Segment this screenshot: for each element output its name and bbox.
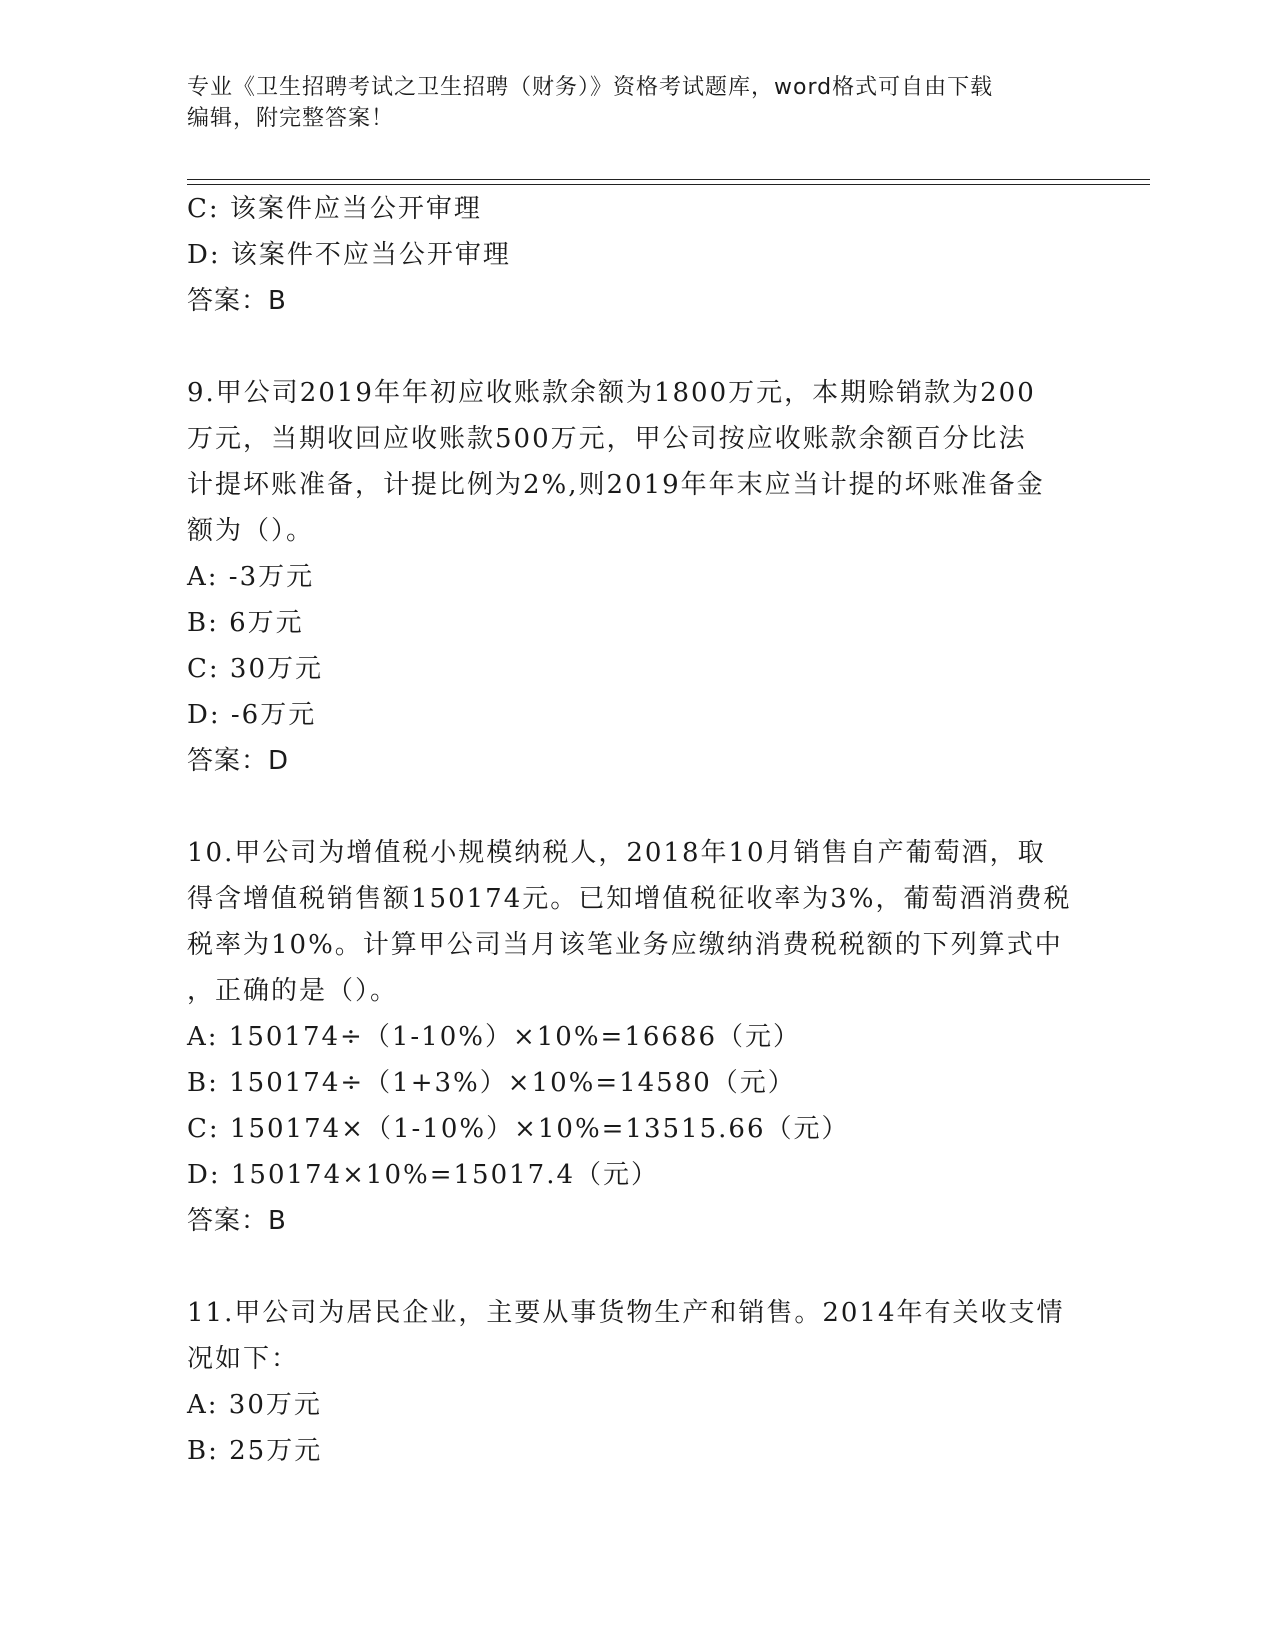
q11-stem-line-2: 况如下： bbox=[187, 1344, 300, 1374]
q9-option-c: C: 30万元 bbox=[187, 654, 324, 684]
header-rule-bottom bbox=[187, 184, 1150, 185]
q10-option-d: D: 150174×10%=15017.4（元） bbox=[187, 1160, 659, 1190]
q10-stem-line-3: 税率为10%。计算甲公司当月该笔业务应缴纳消费税税额的下列算式中 bbox=[187, 930, 1063, 960]
question-content bbox=[187, 186, 1087, 1474]
q9-stem-line-3: 计提坏账准备，计提比例为2%,则2019年年末应当计提的坏账准备金 bbox=[187, 470, 1045, 500]
header-line-2: 编辑，附完整答案！ bbox=[187, 106, 395, 131]
q11-option-b: B: 25万元 bbox=[187, 1436, 323, 1466]
q9-option-b: B: 6万元 bbox=[187, 608, 304, 638]
q10-stem-line-1: 10.甲公司为增值税小规模纳税人，2018年10月销售自产葡萄酒，取 bbox=[187, 838, 1046, 868]
document-header bbox=[187, 72, 1067, 134]
q10-option-c: C: 150174×（1-10%）×10%=13515.66（元） bbox=[187, 1114, 850, 1144]
q8-answer: 答案：B bbox=[187, 286, 287, 316]
q10-stem-line-4: ，正确的是（）。 bbox=[187, 976, 399, 1006]
spacer bbox=[187, 324, 1087, 370]
q11-option-a: A: 30万元 bbox=[187, 1390, 322, 1420]
q11-stem-line-1: 11.甲公司为居民企业，主要从事货物生产和销售。2014年有关收支情 bbox=[187, 1298, 1065, 1328]
q9-stem-line-4: 额为（）。 bbox=[187, 516, 315, 546]
q10-answer: 答案：B bbox=[187, 1206, 287, 1236]
spacer bbox=[187, 1244, 1087, 1290]
q10-stem-line-2: 得含增值税销售额150174元。已知增值税征收率为3%，葡萄酒消费税 bbox=[187, 884, 1072, 914]
q9-option-d: D: -6万元 bbox=[187, 700, 317, 730]
q9-answer: 答案：D bbox=[187, 746, 290, 776]
q9-stem-line-2: 万元，当期收回应收账款500万元，甲公司按应收账款余额百分比法 bbox=[187, 424, 1027, 454]
q9-stem-line-1: 9.甲公司2019年年初应收账款余额为1800万元，本期赊销款为200 bbox=[187, 378, 1036, 408]
q10-option-b: B: 150174÷（1+3%）×10%=14580（元） bbox=[187, 1068, 796, 1098]
q9-option-a: A: -3万元 bbox=[187, 562, 315, 592]
q10-option-a: A: 150174÷（1-10%）×10%=16686（元） bbox=[187, 1022, 802, 1052]
header-line-1: 专业《卫生招聘考试之卫生招聘（财务）》资格考试题库，word格式可自由下载 bbox=[187, 75, 994, 100]
q8-option-c: C: 该案件应当公开审理 bbox=[187, 194, 482, 224]
q8-option-d: D: 该案件不应当公开审理 bbox=[187, 240, 511, 270]
spacer bbox=[187, 784, 1087, 830]
header-rule-top bbox=[187, 179, 1150, 180]
